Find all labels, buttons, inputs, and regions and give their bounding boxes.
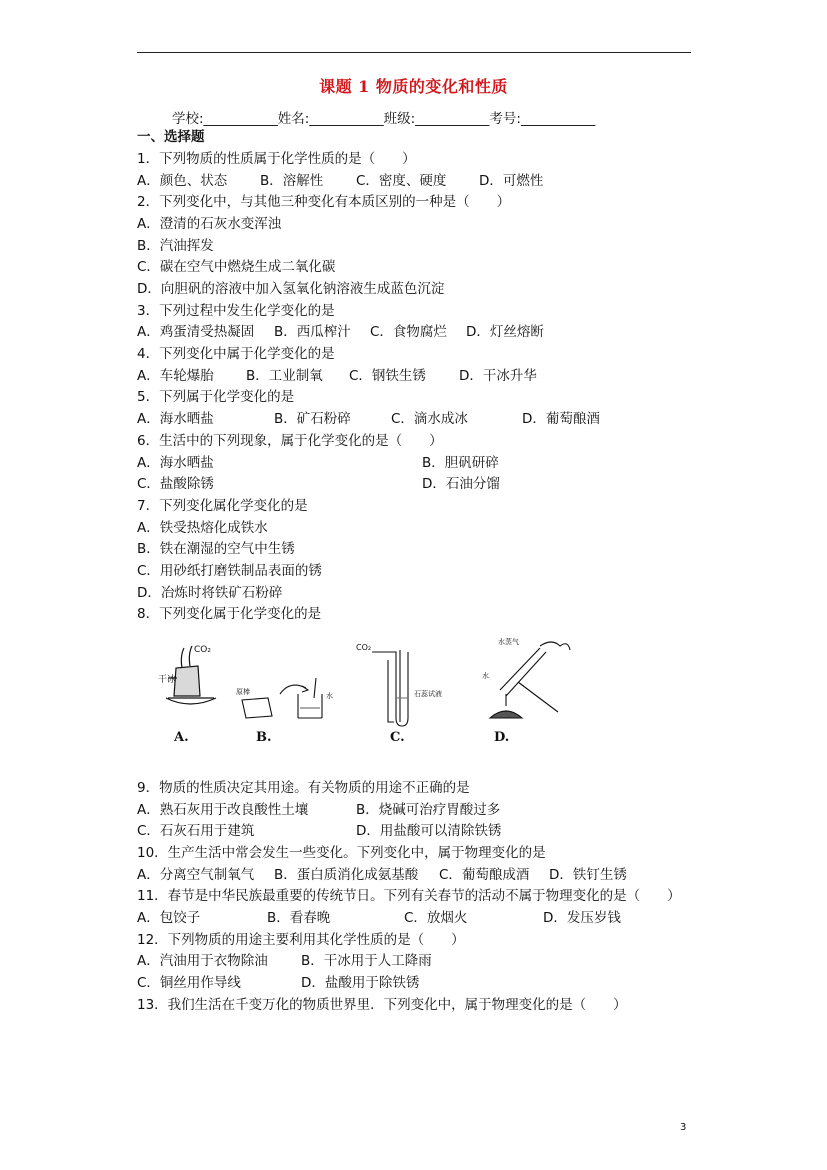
option-b: B．干冰用于人工降雨 [301, 953, 432, 969]
student-info-line: 学校:___________姓名:___________班级:___________考号:___________ [172, 111, 596, 127]
question-4-stem: 4．下列变化中属于化学变化的是 [137, 346, 335, 362]
label-co2: CO₂ [194, 645, 211, 655]
option-a: A．海水晒盐 [137, 455, 214, 471]
option-c: C．食物腐烂 [370, 324, 447, 340]
figure-d-heating [482, 637, 570, 718]
question-12-stem: 12．下列物质的用途主要利用其化学性质的是（ ） [137, 932, 465, 948]
option-a: A．车轮爆胎 [137, 368, 214, 384]
figure-b-dissolve [236, 678, 333, 718]
option-d: D．灯丝熔断 [466, 324, 544, 340]
option-c: C．放烟火 [404, 910, 468, 926]
option-c: C．用砂纸打磨铁制品表面的锈 [137, 563, 322, 579]
option-a: A．颜色、状态 [137, 173, 228, 189]
label-water-d: 水 [482, 672, 489, 680]
label-dry-ice: 干冰 [158, 675, 177, 685]
page-title: 课题 1 物质的变化和性质 [319, 77, 508, 96]
option-c: C．石灰石用于建筑 [137, 823, 255, 839]
option-b: B．汽油挥发 [137, 238, 214, 254]
question-8-stem: 8．下列变化属于化学变化的是 [137, 606, 322, 622]
label-litmus: 石蕊试液 [414, 690, 442, 698]
question-13-stem: 13．我们生活在千变万化的物质世界里．下列变化中，属于物理变化的是（ ） [137, 997, 627, 1013]
option-c: C．碳在空气中燃烧生成二氧化碳 [137, 259, 336, 275]
label-stick: 原棒 [236, 688, 250, 696]
option-d: D．石油分馏 [422, 476, 500, 492]
option-b: B．铁在潮湿的空气中生锈 [137, 541, 295, 557]
figure-label-c: C. [390, 730, 405, 745]
option-d: D．用盐酸可以清除铁锈 [356, 823, 502, 839]
option-b: B．工业制氧 [246, 368, 323, 384]
option-d: D．向胆矾的溶液中加入氢氧化钠溶液生成蓝色沉淀 [137, 281, 445, 297]
option-d: D．冶炼时将铁矿石粉碎 [137, 585, 283, 601]
option-a: A．铁受热熔化成铁水 [137, 520, 268, 536]
option-c: C．密度、硬度 [356, 173, 447, 189]
option-d: D．铁钉生锈 [549, 867, 627, 883]
label-steam: 水蒸气 [498, 638, 519, 646]
option-d: D．发压岁钱 [543, 910, 621, 926]
option-a: A．熟石灰用于改良酸性土壤 [137, 802, 309, 818]
option-d: D．可燃性 [479, 173, 544, 189]
option-d: D．干冰升华 [459, 368, 537, 384]
label-water: 水 [326, 692, 333, 700]
option-d: D．葡萄酿酒 [522, 411, 600, 427]
option-c: C．葡萄酿成酒 [439, 867, 530, 883]
option-b: B．胆矾研碎 [422, 455, 499, 471]
figure-c-co2-litmus [356, 643, 442, 726]
figure-label-d: D. [494, 730, 510, 745]
figure-label-a: A. [174, 730, 189, 745]
option-a: A．鸡蛋清受热凝固 [137, 324, 255, 340]
question-6-stem: 6．生活中的下列现象，属于化学变化的是（ ） [137, 433, 443, 449]
question-3-stem: 3．下列过程中发生化学变化的是 [137, 303, 335, 319]
option-b: B．矿石粉碎 [274, 411, 351, 427]
question-1-stem: 1．下列物质的性质属于化学性质的是（ ） [137, 151, 416, 167]
question-11-stem: 11．春节是中华民族最重要的传统节日。下列有关春节的活动不属于物理变化的是（ ） [137, 888, 681, 904]
option-a: A．包饺子 [137, 910, 201, 926]
option-a: A．分离空气制氧气 [137, 867, 255, 883]
option-b: B．看春晚 [267, 910, 331, 926]
figure-label-b: B. [256, 730, 272, 745]
question-10-stem: 10．生产生活中常会发生一些变化。下列变化中，属于物理变化的是 [137, 845, 546, 861]
page-number: 3 [680, 1122, 687, 1133]
header-rule [137, 52, 691, 53]
option-c: C．滴水成冰 [391, 411, 468, 427]
question-7-stem: 7．下列变化属化学变化的是 [137, 498, 308, 514]
question-2-stem: 2．下列变化中，与其他三种变化有本质区别的一种是（ ） [137, 194, 511, 210]
option-c: C．铜丝用作导线 [137, 975, 241, 991]
option-b: B．溶解性 [260, 173, 324, 189]
option-d: D．盐酸用于除铁锈 [301, 975, 420, 991]
option-b: B．西瓜榨汁 [274, 324, 351, 340]
question-9-stem: 9．物质的性质决定其用途。有关物质的用途不正确的是 [137, 780, 470, 796]
experiment-illustrations [160, 638, 580, 728]
option-c: C．钢铁生锈 [349, 368, 426, 384]
label-co2-c: CO₂ [356, 643, 372, 652]
question-5-stem: 5．下列属于化学变化的是 [137, 389, 295, 405]
question-8-figures [160, 638, 580, 750]
option-b: B．蛋白质消化成氨基酸 [274, 867, 419, 883]
option-a: A．海水晒盐 [137, 411, 214, 427]
option-a: A．澄清的石灰水变浑浊 [137, 216, 282, 232]
option-b: B．烧碱可治疗胃酸过多 [356, 802, 501, 818]
figure-a-dry-ice [158, 645, 216, 704]
option-a: A．汽油用于衣物除油 [137, 953, 268, 969]
option-c: C．盐酸除锈 [137, 476, 214, 492]
section-title: 一、选择题 [137, 129, 205, 145]
